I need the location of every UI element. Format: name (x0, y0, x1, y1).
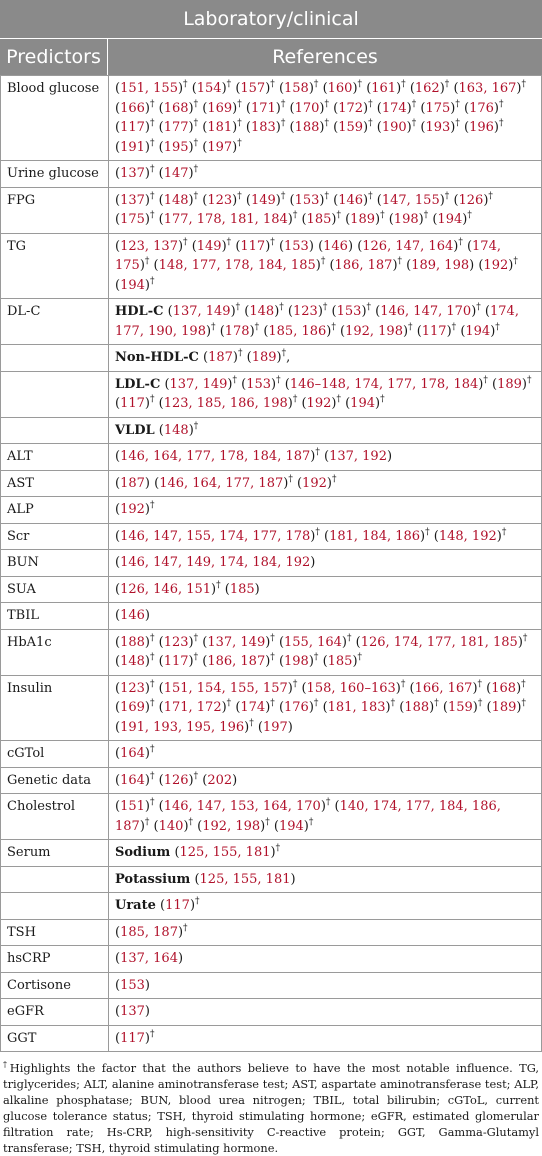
reference-list: (148)† (158, 421, 199, 438)
predictor-cell: eGFR (1, 999, 109, 1026)
column-header-references: References (272, 46, 378, 68)
reference-list: (137, 164) (115, 951, 184, 966)
sub-predictor-label: Non-HDL-C (115, 350, 199, 365)
table-row (1, 161, 542, 188)
table-row (1, 299, 542, 345)
predictor-cell: BUN (1, 550, 109, 577)
references-cell (109, 893, 542, 920)
predictor-cell: Cortisone (1, 972, 109, 999)
reference-list: (137, 149)† (148)† (123)† (153)† (146, 147, 170)† (174, 177, 190, 198)† (178)† (185, 186)† (192, 198)† (117)† (194)† (115, 302, 519, 339)
reference-list: (187)† (189)†, (202, 348, 291, 365)
predictor-cell: GGT (1, 1025, 109, 1052)
reference-list: (125, 155, 181) (194, 871, 296, 887)
sub-predictor-label: LDL-C (115, 376, 161, 392)
reference-list: (151)† (146, 147, 153, 164, 170)† (140, 174, 177, 184, 186, 187)† (140)† (192, 198)† (194)† (115, 797, 501, 834)
table-row (1, 1025, 542, 1052)
reference-list: (126, 146, 151)† (185) (115, 580, 260, 597)
table-row (1, 893, 542, 920)
reference-list: (185, 187)† (115, 923, 188, 940)
table-row (1, 371, 542, 417)
reference-list: (188)† (123)† (137, 149)† (155, 164)† (126, 174, 177, 181, 185)† (148)† (117)† (186, 187)† (198)† (185)† (115, 633, 528, 669)
column-header-predictors: Predictors (0, 39, 108, 75)
reference-list: (153) (115, 977, 150, 993)
table-row (1, 497, 542, 524)
table-title: Laboratory/clinical (0, 0, 542, 39)
predictor-cell: AST (1, 470, 109, 497)
reference-list: (123)† (151, 154, 155, 157)† (158, 160–163)† (166, 167)† (168)† (169)† (171, 172)† (174)† (176)† (181, 183)† (188)† (159)† (189)† (191, 193, 195, 196)† (197) (115, 679, 526, 735)
table-footnote: †Highlights the factor that the authors believe to have the most notable influence. TG, triglycerides; ALT, alanine aminotransferase test; AST, aspartate aminotransferase test; ALP, alkaline phosphatase; BUN, blood urea nitrogen; TBIL, total bilirubin; cGToL, current glucose tolerance status; TSH, thyroid stimulating hormone; eGFR, estimated glomerular filtration rate; Hs-CRP, high-sensitivity C-reactive protein; GGT, Gamma-Glutamyl transferase; TSH, thyroid stimulating hormone. (3, 1060, 540, 1155)
references-cell (109, 233, 542, 299)
reference-list: (137, 149)† (153)† (146–148, 174, 177, 178, 184)† (189)† (117)† (123, 185, 186, 198)† (192)† (194)† (115, 375, 532, 411)
table-row (1, 233, 542, 299)
predictor-cell: TG (1, 233, 109, 299)
references-cell (109, 866, 542, 893)
table-row (1, 576, 542, 603)
predictor-cell (1, 866, 109, 893)
table-row (1, 76, 542, 161)
table-row (1, 999, 542, 1026)
predictor-cell: TBIL (1, 603, 109, 630)
table-row (1, 629, 542, 675)
predictor-cell: Scr (1, 523, 109, 550)
references-cell (109, 550, 542, 577)
predictor-cell: SUA (1, 576, 109, 603)
references-cell (109, 417, 542, 444)
references-cell (109, 840, 542, 867)
references-cell (109, 767, 542, 794)
references-cell (109, 1025, 542, 1052)
predictor-cell (1, 893, 109, 920)
table-row (1, 972, 542, 999)
reference-list: (117)† (160, 896, 200, 913)
references-cell (109, 523, 542, 550)
predictor-cell: ALT (1, 444, 109, 471)
sub-predictor-label: Sodium (115, 845, 171, 860)
predictor-cell: TSH (1, 919, 109, 946)
table-row (1, 840, 542, 867)
reference-list: (187) (146, 164, 177, 187)† (192)† (115, 474, 337, 491)
references-cell (109, 741, 542, 768)
reference-list: (117)† (115, 1029, 155, 1046)
table-row (1, 523, 542, 550)
table-row (1, 417, 542, 444)
table-row (1, 919, 542, 946)
sub-predictor-label: VLDL (115, 422, 155, 438)
references-cell (109, 675, 542, 741)
references-cell (109, 371, 542, 417)
references-cell (109, 161, 542, 188)
references-cell (109, 299, 542, 345)
predictor-cell: Insulin (1, 675, 109, 741)
predictor-table (0, 75, 542, 1052)
references-cell (109, 629, 542, 675)
table-row (1, 444, 542, 471)
predictor-cell: Genetic data (1, 767, 109, 794)
reference-list: (146, 147, 155, 174, 177, 178)† (181, 184, 186)† (148, 192)† (115, 527, 507, 544)
predictor-cell (1, 345, 109, 372)
table-row (1, 187, 542, 233)
reference-list: (123, 137)† (149)† (117)† (153) (146) (126, 147, 164)† (174, 175)† (148, 177, 178, 184, 185)† (186, 187)† (189, 198) (192)† (194)† (115, 237, 518, 293)
table-row (1, 345, 542, 372)
reference-list: (146, 147, 149, 174, 184, 192) (115, 555, 316, 570)
sub-predictor-label: Urate (115, 898, 156, 913)
references-cell (109, 999, 542, 1026)
reference-list: (151, 155)† (154)† (157)† (158)† (160)† (161)† (162)† (163, 167)† (166)† (168)† (169)† (171)† (170)† (172)† (174)† (175)† (176)† (117)† (177)† (181)† (183)† (188)† (159)† (190)† (193)† (196)† (191)† (195)† (197)† (115, 79, 526, 155)
table-row (1, 946, 542, 973)
predictor-cell (1, 417, 109, 444)
predictor-cell: FPG (1, 187, 109, 233)
references-cell (109, 187, 542, 233)
predictor-cell (1, 371, 109, 417)
reference-list: (137)† (147)† (115, 164, 199, 181)
table-row (1, 866, 542, 893)
reference-list: (164)† (115, 744, 155, 761)
table-row (1, 741, 542, 768)
reference-list: (137) (115, 1004, 150, 1019)
references-cell (109, 794, 542, 840)
table-row (1, 767, 542, 794)
predictor-cell: hsCRP (1, 946, 109, 973)
references-cell (109, 576, 542, 603)
references-cell (109, 972, 542, 999)
reference-list: (146) (115, 608, 150, 623)
table-row (1, 603, 542, 630)
predictor-cell: cGTol (1, 741, 109, 768)
column-header-row (0, 39, 542, 75)
predictor-cell: Serum (1, 840, 109, 867)
predictor-cell: HbA1c (1, 629, 109, 675)
predictor-cell: Urine glucose (1, 161, 109, 188)
table-row (1, 550, 542, 577)
references-cell (109, 76, 542, 161)
sub-predictor-label: Potassium (115, 871, 191, 887)
sub-predictor-label: HDL-C (115, 304, 164, 319)
references-cell (109, 470, 542, 497)
predictor-cell: ALP (1, 497, 109, 524)
table-row (1, 794, 542, 840)
reference-list: (125, 155, 181)† (174, 843, 281, 860)
reference-list: (146, 164, 177, 178, 184, 187)† (137, 192) (115, 447, 393, 464)
reference-list: (164)† (126)† (202) (115, 771, 238, 788)
predictor-cell: Cholestrol (1, 794, 109, 840)
references-cell (109, 946, 542, 973)
references-cell (109, 603, 542, 630)
references-cell (109, 345, 542, 372)
references-cell (109, 497, 542, 524)
reference-list: (192)† (115, 500, 155, 517)
predictor-cell: Blood glucose (1, 76, 109, 161)
references-cell (109, 919, 542, 946)
table-row (1, 675, 542, 741)
predictor-cell: DL-C (1, 299, 109, 345)
references-cell (109, 444, 542, 471)
table-row (1, 470, 542, 497)
reference-list: (137)† (148)† (123)† (149)† (153)† (146)† (147, 155)† (126)† (175)† (177, 178, 181, 184)† (185)† (189)† (198)† (194)† (115, 191, 493, 227)
